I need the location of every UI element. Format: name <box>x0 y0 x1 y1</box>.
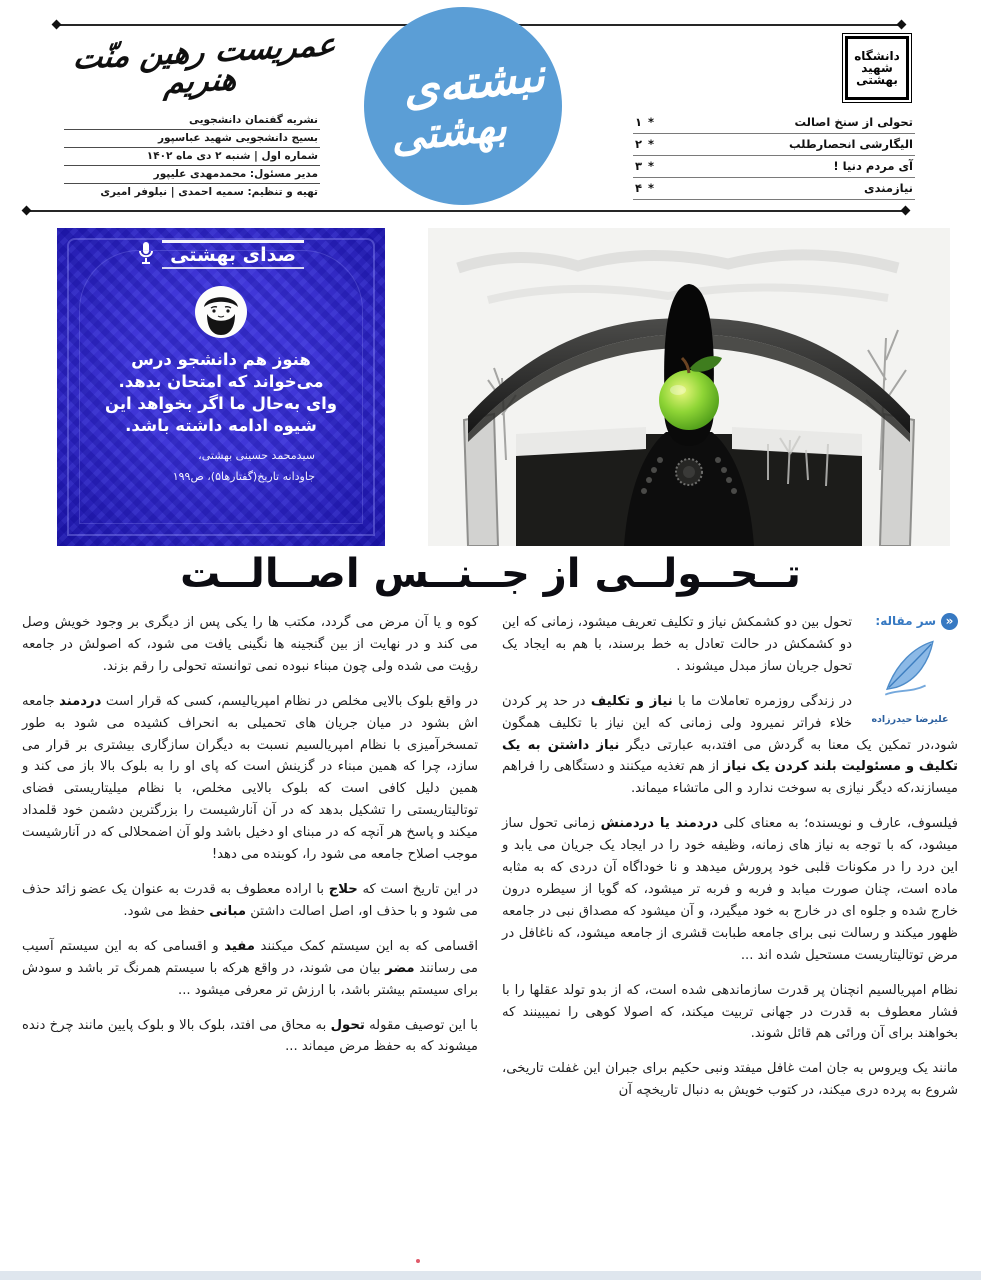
paragraph: اقسامی که به این سیستم کمک میکنند مفید و اقسامی که به این سیستم آسیب می رسانند مضر بیان می شوند، در واقع هرکه با سیستم همرنگ تر باشد و سودش برای سیستم بیشتر باشد، با ارزش تر معرفی میشود ... <box>22 938 479 998</box>
masthead-logo-line2: بهشتی <box>388 100 509 162</box>
masthead-logo <box>354 0 572 215</box>
paragraph: مانند یک ویروس به جان امت غافل میفتد ونبی حکیم برای جبران این غفلت تاریخی، شروع به پرده دری میکند، در کتوب خویش به دنبال تاریخچه آن <box>502 1061 958 1099</box>
paragraph: در واقع بلوک بالایی مخلص در نظام امپریالیسم، کسی که قرار است دردمند جامعه اش بشود در میان جریان های تحمیلی به انحراف کشیده می شود به طور تمسخرآمیزی با نظام امپریالسیم نسبت به دیگران سازگاری بیشتری بر قرار می سازد، چرا که همین مبناء در گزینش است که پای او را به بلوک بالا باز می کند و همین دلیل کافی است که بلوک بالایی مخلص، با نظام میلیتاریستی فضای توتالیتاریستی را تشکیل بدهد که در آن آنارشیست را بزرگترین دشمن خود قلمداد میکند و پاسخ هر آنچه که در مبنای او دخیل باشد ولو آن اضمحلالی که در آنارشیست موجب اصلاح جامعه می شود را، کوبنده می دهد! <box>22 693 479 863</box>
info-line-type: نشریه گفتمان دانشجویی <box>64 112 320 130</box>
toc-item-title: الیگارشی انحصارطلب <box>788 137 913 151</box>
toc-item-title: نیازمندی <box>864 181 913 195</box>
quote-brand-label: صدای بهشتی <box>162 240 304 269</box>
info-line-org: بسیج دانشجویی شهید عباسپور <box>64 130 320 148</box>
university-seal <box>845 36 909 100</box>
quote-brand <box>57 240 385 269</box>
info-line-editor: مدیر مسئول: محمدمهدی علیپور <box>64 166 320 184</box>
quote-source: جاودانه تاریخ(گفتارها۵)، ص۱۹۹ <box>172 470 315 484</box>
toc-item-number: ۲ <box>635 137 643 151</box>
article-headline: تــحــولــی از جــنــس اصــالــت <box>180 551 801 597</box>
asterisk-icon: * <box>648 115 655 129</box>
microphone-icon <box>138 241 154 269</box>
paragraph: در زندگی روزمره تعاملات ما با نیاز و تکلیف در حد پر کردن خلاء فراتر نمیرود ولی زمانی که این نیاز با تکلیف همگون شود،در تمکین یک معنا به گردش می افتد،به عبارتی دیگر نیاز داشتن به یک تکلیف و مسئولیت بلند کردن یک نیاز از هم تغذیه میکنند و دستگاهی را فراهم میسازند،که دیگر نیازی به سوخت ندارد و الی ماتشاء میماند. <box>502 693 958 797</box>
asterisk-icon: * <box>648 181 655 195</box>
author-name: علیرضا حیدرزاده <box>871 713 949 725</box>
seal-line3: بهشتی <box>856 73 898 88</box>
quote-attribution: سیدمحمد حسینی بهشتی، <box>198 449 315 463</box>
editorial-badge <box>862 612 958 728</box>
guillemet-icon: « <box>941 613 958 630</box>
article-right-column <box>502 612 958 1115</box>
table-of-contents <box>633 112 915 200</box>
red-dot-mark <box>416 1259 420 1263</box>
apple-figure-illustration <box>428 228 950 546</box>
header-rule-bottom <box>25 210 907 212</box>
paragraph: با این توصیف مقوله تحول به محاق می افتد، بلوک بالا و بلوک پایین مانند چرخ دنده میشوند که به حفظ مرض میماند ... <box>22 1017 478 1055</box>
toc-item-number: ۱ <box>635 115 643 129</box>
toc-item-title: آی مردم دنیا ! <box>833 159 913 173</box>
article-body <box>22 612 958 1115</box>
toc-item-number: ۳ <box>635 159 643 173</box>
toc-item <box>633 156 915 178</box>
masthead-calligraphy: عمریست رهین منّت هنریم <box>71 26 338 101</box>
toc-item-title: تحولی از سنخ اصالت <box>794 115 913 129</box>
feature-artwork <box>428 228 950 546</box>
toc-item <box>633 112 915 134</box>
publication-info <box>64 112 320 201</box>
seal-line1: دانشگاه <box>854 48 900 63</box>
asterisk-icon: * <box>648 137 655 151</box>
masthead-logo-line1: نبشته‌ی <box>399 47 548 117</box>
paragraph: در این تاریخ است که حلاج با اراده معطوف به قدرت به عنوان یک عضو زائد حذف می شود و با حذف او، اصل اصالت داشتن مبانی حفظ می شود. <box>22 881 479 919</box>
asterisk-icon: * <box>648 159 655 173</box>
toc-item-number: ۴ <box>635 181 643 195</box>
toc-item <box>633 178 915 200</box>
toc-item <box>633 134 915 156</box>
quote-text: هنوز هم دانشجو درس می‌خواند که امتحان بدهد. وای به‌حال ما اگر بخواهد این شیوه ادامه داشته باشد. <box>104 350 338 436</box>
beheshti-portrait <box>194 285 248 339</box>
paragraph: تحول بین دو کشمکش نیاز و تکلیف تعریف میشود، زمانی که این دو کشمکش در حالت تعادل به خط برسند، با هم به ایجاد یک تحول جریان ساز مبدل میشوند . <box>502 615 852 674</box>
paragraph: کوه و یا آن مرض می گردد، مکتب ها را یکی پس از دیگری بر وجود خویش وصل می کند و در نهایت از بین گنجینه ها نگینی یافت می شود، که اصولش در جامعه رؤیت می شده ولی چون مبناء نبوده نمی توانسته تحولی را رقم بزند. <box>22 615 478 674</box>
paragraph: فیلسوف، عارف و نویسنده؛ به معنای کلی دردمند یا دردمنش زمانی تحول ساز میشود، که با توجه به نیاز های زمانه، وظیفه خود را در ایجاد یک جریان می یابد و این درد را در مکونات قلبی خود پرورش میدهد و نا خوداگاه آن دردی که به مثابه ماده است، چنان صورت میابد و فربه و فربه تر میشود، که گویا از سیطره درون خارج شده و جلوه ای در خارج به خود میگیرد، و آن میشود که مصداق نبی در جامعه ظهور میکند و رسالت نبی برای جامعه طبابت قشری از جامعه میشود، که ناغافل در مرض توتالیتاریست مستحیل شده اند ... <box>502 816 958 963</box>
bottom-band <box>0 1271 981 1280</box>
paragraph: نظام امپریالسیم انچنان پر قدرت سازماندهی شده است، که از بدو تولد عقلها را با فشار معطوف به قدرت در جهانی تربیت میکند، که اصولا کوهی را نمیبینند که بخواهند برای آن ورائی هم قائل شوند. <box>502 982 958 1042</box>
info-line-issue: شماره اول | شنبه ۲ دی ماه ۱۴۰۲ <box>64 148 320 166</box>
quote-card <box>57 228 385 546</box>
editorial-label: سر مقاله: <box>875 614 936 628</box>
seal-line2: شهید <box>861 60 893 75</box>
info-line-credits: تهیه و تنظیم: سمیه احمدی | نیلوفر امیری <box>100 186 318 198</box>
quill-icon <box>862 636 958 710</box>
article-left-column <box>22 612 478 1115</box>
